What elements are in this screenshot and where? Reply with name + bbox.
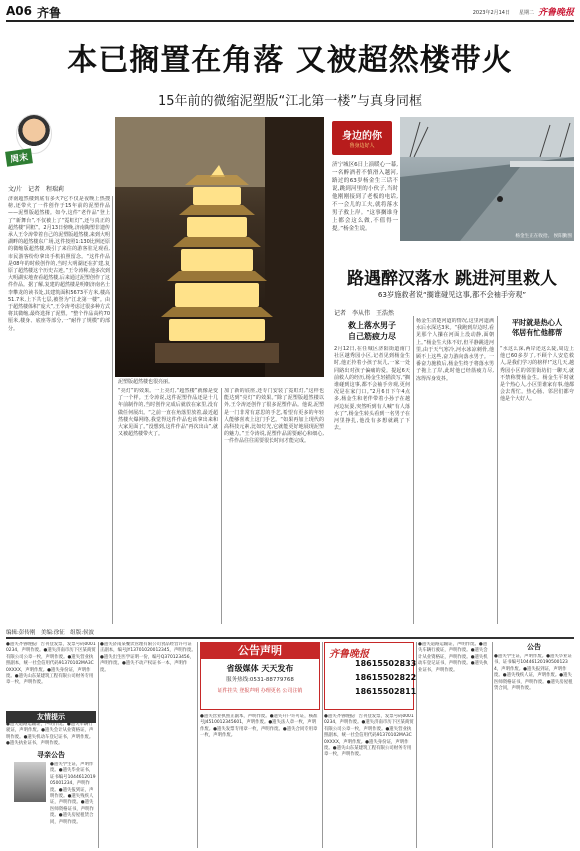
notice-services: 证件挂失 登报声明 办理更名 公司注销 [217, 688, 303, 694]
story2-column-3: “水这么深,两岸还这么陡,周边上他已60多岁了,不顾个人安危救人,是我们学习的榜样!”这几天,越秀园小区的邻里街坊们一聊天,就不禁称赞杨金生。杨金生平时就是个热心人,小区里谁家有事,他都会去帮忙。热心肠、邻居们都夸他是个大好人。 [500, 346, 574, 403]
ads-column-1: ●遗失齐鲁晚报广告刊登发票，发票号码00010234，声明作废。●遗失济南市历下区某商贸有限公司公章一枚，声明作废。●遗失营业执照副本，统一社会信用代码91370102MA3C0XXXX，声明作废。●遗失身份证，声明作废。●遗失山东某建筑工程有限公司财务专用章一枚，声明作废。 [6, 642, 96, 686]
page-number: A06 [6, 4, 32, 18]
story2-intro: 济宁城区6日上演暖心一幕,一名醉酒者不慎滑入越河,路过的63岁杨金生三话不说,跳到河里的小伙子,当时他刚刚接到了老板的电话,不一会儿的工夫,就将落水男子救上岸。“这事搁谁身上都会这么做,不值得一提。”杨金生说。 [332, 162, 398, 232]
story2-column-1: 2月12日,在任城区济阳街道南门社区越秀园小区,记者见到杨金生时,他正拎着小孩子玩儿,一家一处同路出对孩子偏痛的爱。提起6天前救人的经历,杨金生轻描淡写,“搁谁碰到这事,都不会袖手旁观,更何况是在家门口。”2月6日下午4点多,杨金生和老伴带着小孙子在越河边玩耍,突然听到有人喊“有人落水了”,杨金生转头看到一名男子在河里挣扎,他没有多想就跳了下去。 [334, 346, 410, 432]
header-rule [6, 20, 574, 22]
river-photo [400, 117, 574, 241]
divider [112, 196, 113, 624]
ads-column-3: ●遗失营业执照正副本，声明作废。●遗失开户许可证，核准号J4510012345601，声明作废。●遗失法人章一枚，声明作废。●遗失发票专用章一枚，声明作废。●遗失合同专用章一枚，声明作废。 [200, 714, 318, 739]
story2-subhead-1: 救上落水男子 自己筋疲力尽 [348, 321, 396, 341]
paper-logo: 齐鲁晚报 [537, 8, 574, 18]
ads-column-2: ●遗失济南某餐饮管理有限公司食品经营许可证正副本，编号JY13701020012345，声明作废。●遗失出生医学证明一份，编号Q370123456，声明作废。●遗失不动产权证书一本，声明作废。 [100, 642, 196, 673]
column-tag-label: 周末 [5, 148, 33, 166]
seeking-photo [14, 762, 46, 802]
badge-sublabel: 鲁身边好人 [349, 143, 375, 149]
story1-column-1: 济南超然楼到底有多火?它不仅是夜晚上热搜榜,还带火了一件创作于15年前的泥塑作品——泥塑版超然楼。如今,这件“老作品”登上了“新舞台”,不仅被上了“霓虹灯”,还与真正的超然楼“同框”。2月13日傍晚,济南陶塑非遗传承人王令涛带着自己的泥塑版超然楼,来到大明湖畔的超然楼东广场,这件按照1:130比例还原的微缩版超然楼,吸引了来往的游客驻足观看,市民游客纷纷拿出手机拍照留念。“这件作品是08年的时候创作的,当时大明湖还在扩建,复原了超然楼这个历史古迹。”王令涛称,他多次到大明湖实地查看超然楼,后来通过泥塑创作了这件作品。据了解,复建的超然楼是明朝济南名士李攀龙的读书处,其建筑面积5673平方米,楼高51.7米,上下共七层,被誉为“江北第一楼”。由于超然楼体积“庞大”,王令涛考虑过很多种方式将其微缩,最终选择了泥塑。“整个作品高约70厘米,楼身、底座等部分,一“耐作了规模”的部分。 [8, 196, 110, 332]
phone-2: 18615502822 [355, 673, 417, 682]
divider [413, 316, 414, 624]
page-header [6, 4, 574, 18]
divider [322, 642, 323, 848]
section-name: 齐鲁 [37, 6, 62, 20]
clay-tower-photo [115, 117, 324, 377]
story1-subhead: 15年前的微缩泥塑版“江北第一楼”与真身同框 [157, 94, 422, 109]
story1-column-2: “亮灯”的效果。一上亮灯,“超然楼”就像是变了一个样。王令涛说,这件泥塑作品还是十几年前制作的,当时创作完成后就放在家里,没有做任何展出。“之前一直在角落里放着,最近超然楼火爆网络,我觉得这件作品也该拿出来和大家见面了。”没想到,这件作品“再次出山”,就又被超然楼带火了。 [118, 388, 218, 438]
ads-top-rule [6, 637, 574, 639]
river-photo-caption: 杨金生正在收拾。 侯阳勤图 [515, 234, 572, 239]
issue-weekday: 星期二 [518, 10, 534, 16]
phone-3: 18615502811 [355, 687, 417, 696]
notice-subtitle: 省级媒体 天天发布 [226, 664, 294, 673]
issue-date: 2023年2月14日 [472, 10, 510, 16]
story2-subhead: 63岁施救者说“搁谁碰见这事,都不会袖手旁观” [377, 290, 527, 299]
reporter-avatar [16, 114, 52, 154]
story2-box [330, 117, 574, 277]
divider [197, 642, 198, 848]
notice-hotline: 服务热线:0531-88779768 [226, 677, 294, 683]
story2-column-2: 杨金生清楚河道的情况,这里河道满水后水深达3米。“我跑到岸边时,看见那个人攥在河面上没动静,面朝上。”杨金生大体不好,但平静跳进河里,由于天气寒冷,河水冰凉刺骨,他顾不上这些,奋力游向落水男子。一番奋力施救后,杨金生终于将落水男子拖上了岸,此时他已经筋疲力尽,冻得浑身发抖。 [416, 318, 494, 382]
clay-tower-illustration [115, 117, 324, 377]
divider [492, 642, 493, 848]
friendship-tip-title: 友情提示 [6, 711, 96, 723]
seeking-relatives-title: 寻亲公告 [37, 751, 65, 759]
badge [332, 121, 392, 155]
river-illustration [400, 117, 574, 241]
story1-byline: 文/片 记者 程瑞莉 [8, 186, 65, 193]
story1-headline: 本已搁置在角落 又被超然楼带火 [67, 43, 513, 78]
clay-tower-caption: 泥塑版超然楼也很亮丽。 [118, 379, 174, 385]
divider [497, 316, 498, 624]
divider [416, 642, 417, 848]
notice-title: 公告声明 [201, 643, 319, 659]
general-notice-title: 公告 [527, 643, 541, 651]
ads-column-5: ●遗失道路运输证，声明作废。●遗失车辆行驶证，声明作废。●遗失会计从业资格证，声明作废。●遗失机动车登记证书，声明作废。●遗失执业证书，声明作废。 [418, 642, 488, 673]
divider [98, 642, 99, 848]
ads-column-6: ●遗失学生证，声明作废。●遗失毕业证书，证书编号104461201905001234，声明作废。●遗失报到证，声明作废。●遗失残疾人证，声明作废。●遗失医师资格证书，声明作废。●遗失房屋租赁合同，声明作废。 [494, 654, 573, 692]
seeking-body: ●遗失学生证，声明作废。●遗失毕业证书，证书编号104461201905001234，声明作废。●遗失报到证，声明作废。●遗失残疾人证，声明作废。●遗失医师资格证书，声明作废。●遗失房屋租赁合同，声明作废。 [50, 762, 96, 825]
editor-line: 编辑:彭传刚 美编:徐征 组版:侯波 [6, 630, 95, 636]
phone-box-logo: 齐鲁晚报 [329, 649, 369, 660]
story2-byline: 记者 李从伟 王浩然 [334, 310, 395, 317]
notice-box [200, 642, 320, 710]
phone-box [324, 642, 417, 710]
friendship-tip-body: ●遗失道路运输证，声明作废。●遗失车辆行驶证，声明作废。●遗失会计从业资格证，声明作废。●遗失机动车登记证书，声明作废。●遗失执业证书，声明作废。 [6, 722, 94, 746]
story2-subhead-2: 平时就是热心人 邻居有忙他都帮 [511, 318, 563, 337]
divider [221, 388, 222, 624]
story1-column-3: 加了新的底座,还专门安装了霓虹灯,“这样也能达到“亮灯”的效果。”除了泥塑版超然楼以外,王令涛还创作了很多泥塑作品。他说,泥塑是一门非常有意思的手艺,希望有更多的年轻人能够喜欢上这门手艺。“如果再加上现代的高科技元素,比如灯光,它就能更好地展现泥塑的魅力。”王令涛说,泥塑作品需要耐心和细心,一件作品往往需要很长时间才能完成。 [224, 388, 324, 445]
ads-column-4: ●遗失齐鲁晚报广告刊登发票，发票号码00010234，声明作废。●遗失济南市历下区某商贸有限公司公章一枚，声明作废。●遗失营业执照副本，统一社会信用代码91370102MA3C0XXXX，声明作废。●遗失身份证，声明作废。●遗失山东某建筑工程有限公司财务专用章一枚，声明作废。 [324, 714, 414, 758]
badge-label: 身边的你 [342, 131, 382, 142]
story2-headline: 路遇醉汉落水 跳进河里救人 [347, 269, 557, 289]
column-tag [6, 112, 76, 172]
phone-1: 18615502833 [355, 659, 417, 668]
